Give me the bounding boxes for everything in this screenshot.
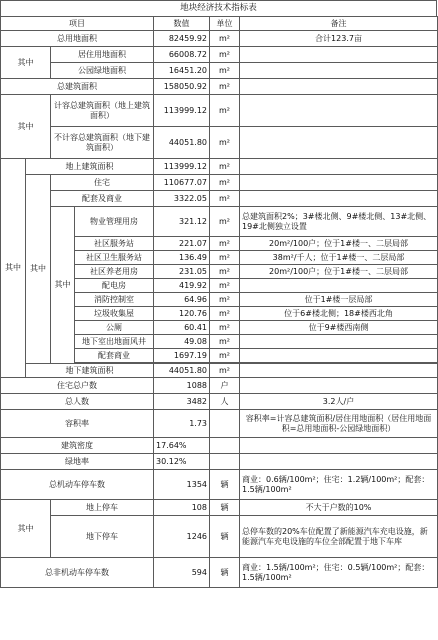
group-label: 其中 (1, 159, 26, 378)
row-label: 地上停车 (51, 500, 154, 516)
row-label: 总用地面积 (1, 31, 154, 47)
row-unit: m² (210, 307, 240, 321)
row-label: 容积率 (1, 410, 154, 438)
header-unit: 单位 (210, 17, 240, 31)
row-note: 位于9#楼西南侧 (240, 321, 438, 335)
table-row (1, 79, 438, 95)
row-note: 商业：1.5辆/100m²；住宅：0.5辆/100m²；配套：1.5辆/100m² (240, 558, 438, 588)
row-note: 总建筑面积2%；3#楼北侧、9#楼北侧、13#北侧、19#北侧独立设置 (240, 207, 438, 237)
row-value: 221.07 (154, 237, 210, 251)
group-label: 其中 (1, 500, 51, 558)
row-value: 30.12% (154, 454, 210, 470)
row-label: 配电房 (75, 279, 154, 293)
row-note (240, 175, 438, 191)
row-value: 3322.05 (154, 191, 210, 207)
group-label: 其中 (1, 47, 51, 79)
row-label: 社区卫生服务站 (75, 251, 154, 265)
row-unit (210, 410, 240, 438)
row-unit: m² (210, 207, 240, 237)
sheet-title: 地块经济技术指标表 (0, 0, 437, 16)
row-note (240, 438, 438, 454)
table-row (1, 516, 438, 558)
header-item: 项目 (1, 17, 154, 31)
row-label: 垃圾收集屋 (75, 307, 154, 321)
row-note: 20m²/100户；位于1#楼一、二层局部 (240, 265, 438, 279)
table-row (1, 95, 438, 127)
row-label: 总建筑面积 (1, 79, 154, 95)
row-label: 物业管理用房 (75, 207, 154, 237)
row-label: 不计容总建筑面积（地下建筑面积） (51, 127, 154, 159)
row-note: 不大于户数的10% (240, 500, 438, 516)
row-value: 64.96 (154, 293, 210, 307)
row-label: 社区服务站 (75, 237, 154, 251)
indicator-table (0, 16, 438, 588)
row-note: 容积率=计容总建筑面积/居住用地面积（居住用地面积=总用地面积-公园绿地面积） (240, 410, 438, 438)
row-note: 商业：0.6辆/100m²；住宅：1.2辆/100m²；配套：1.5辆/100m² (240, 470, 438, 500)
row-label: 配套商业 (75, 349, 154, 363)
row-note (240, 79, 438, 95)
row-value: 1354 (154, 470, 210, 500)
row-value: 3482 (154, 394, 210, 410)
row-note (240, 454, 438, 470)
row-label: 住宅总户数 (1, 378, 154, 394)
row-label: 社区养老用房 (75, 265, 154, 279)
row-unit: m² (210, 279, 240, 293)
table-row (1, 159, 438, 175)
row-note (240, 335, 438, 349)
row-value: 231.05 (154, 265, 210, 279)
table-row (1, 454, 438, 470)
group-label: 其中 (1, 95, 51, 159)
row-note (240, 159, 438, 175)
row-unit: m² (210, 95, 240, 127)
row-value: 419.92 (154, 279, 210, 293)
row-unit: m² (210, 47, 240, 63)
table-row (1, 394, 438, 410)
table-row (1, 175, 438, 191)
table-row (1, 47, 438, 63)
row-note (240, 349, 438, 363)
row-value: 108 (154, 500, 210, 516)
row-label: 配套及商业 (51, 191, 154, 207)
table-row (1, 364, 438, 378)
row-note (240, 279, 438, 293)
row-unit: m² (210, 191, 240, 207)
row-unit: m² (210, 265, 240, 279)
row-unit: m² (210, 293, 240, 307)
row-label: 计容总建筑面积（地上建筑面积） (51, 95, 154, 127)
row-note (240, 378, 438, 394)
group-label: 其中 (26, 175, 51, 364)
row-value: 113999.12 (154, 159, 210, 175)
row-value: 136.49 (154, 251, 210, 265)
row-label: 地上建筑面积 (26, 159, 154, 175)
table-row (1, 558, 438, 588)
table-row (1, 378, 438, 394)
row-unit: 辆 (210, 558, 240, 588)
row-label: 建筑密度 (1, 438, 154, 454)
row-label: 消防控制室 (75, 293, 154, 307)
row-unit: m² (210, 237, 240, 251)
row-note (240, 95, 438, 127)
row-note: 38m²/千人；位于1#楼一、二层局部 (240, 251, 438, 265)
row-value: 44051.80 (154, 127, 210, 159)
group-label: 其中 (51, 207, 75, 364)
table-row (1, 410, 438, 438)
table-row (1, 127, 438, 159)
row-unit: m² (210, 127, 240, 159)
table-row (1, 438, 438, 454)
row-note (240, 47, 438, 63)
row-unit: m² (210, 321, 240, 335)
row-unit: m² (210, 335, 240, 349)
row-label: 公园绿地面积 (51, 63, 154, 79)
row-value: 321.12 (154, 207, 210, 237)
row-label: 地下室出地面风井 (75, 335, 154, 349)
row-note (240, 63, 438, 79)
table-row (1, 31, 438, 47)
row-unit: m² (210, 79, 240, 95)
row-label: 绿地率 (1, 454, 154, 470)
row-value: 1.73 (154, 410, 210, 438)
row-value: 44051.80 (154, 364, 210, 378)
row-unit: 辆 (210, 470, 240, 500)
row-value: 17.64% (154, 438, 210, 454)
row-value: 1246 (154, 516, 210, 558)
row-note: 20m²/100户；位于1#楼一、二层局部 (240, 237, 438, 251)
table-row (1, 470, 438, 500)
row-value: 158050.92 (154, 79, 210, 95)
table-row (1, 63, 438, 79)
row-unit: m² (210, 31, 240, 47)
row-note (240, 364, 438, 378)
row-value: 49.08 (154, 335, 210, 349)
row-value: 60.41 (154, 321, 210, 335)
row-unit (210, 438, 240, 454)
row-unit: 人 (210, 394, 240, 410)
table-row (1, 207, 438, 237)
row-unit: 辆 (210, 500, 240, 516)
row-unit: m² (210, 364, 240, 378)
row-note (240, 191, 438, 207)
row-label: 总人数 (1, 394, 154, 410)
row-value: 110677.07 (154, 175, 210, 191)
row-note: 总停车数的20%车位配置了新能源汽车充电设施，新能源汽车充电设施的车位全部配置于地下车库 (240, 516, 438, 558)
row-value: 82459.92 (154, 31, 210, 47)
row-unit: 辆 (210, 516, 240, 558)
row-unit: m² (210, 251, 240, 265)
header-row (1, 17, 438, 31)
row-value: 113999.12 (154, 95, 210, 127)
row-unit: m² (210, 349, 240, 363)
row-label: 住宅 (51, 175, 154, 191)
row-unit: 户 (210, 378, 240, 394)
row-label: 总机动车停车数 (1, 470, 154, 500)
row-value: 594 (154, 558, 210, 588)
row-label: 地下停车 (51, 516, 154, 558)
row-unit: m² (210, 175, 240, 191)
row-value: 1088 (154, 378, 210, 394)
header-value: 数值 (154, 17, 210, 31)
row-label: 公厕 (75, 321, 154, 335)
row-unit: m² (210, 63, 240, 79)
header-note: 备注 (240, 17, 438, 31)
row-value: 66008.72 (154, 47, 210, 63)
row-unit: m² (210, 159, 240, 175)
row-note: 位于6#楼北侧；18#楼西北角 (240, 307, 438, 321)
row-note (240, 127, 438, 159)
row-note: 合计123.7亩 (240, 31, 438, 47)
table-row (1, 191, 438, 207)
row-note: 位于1#楼一层局部 (240, 293, 438, 307)
row-note: 3.2人/户 (240, 394, 438, 410)
row-label: 居住用地面积 (51, 47, 154, 63)
row-value: 16451.20 (154, 63, 210, 79)
row-unit (210, 454, 240, 470)
row-value: 1697.19 (154, 349, 210, 363)
row-label: 总非机动车停车数 (1, 558, 154, 588)
row-value: 120.76 (154, 307, 210, 321)
row-label: 地下建筑面积 (26, 364, 154, 378)
table-row (1, 500, 438, 516)
